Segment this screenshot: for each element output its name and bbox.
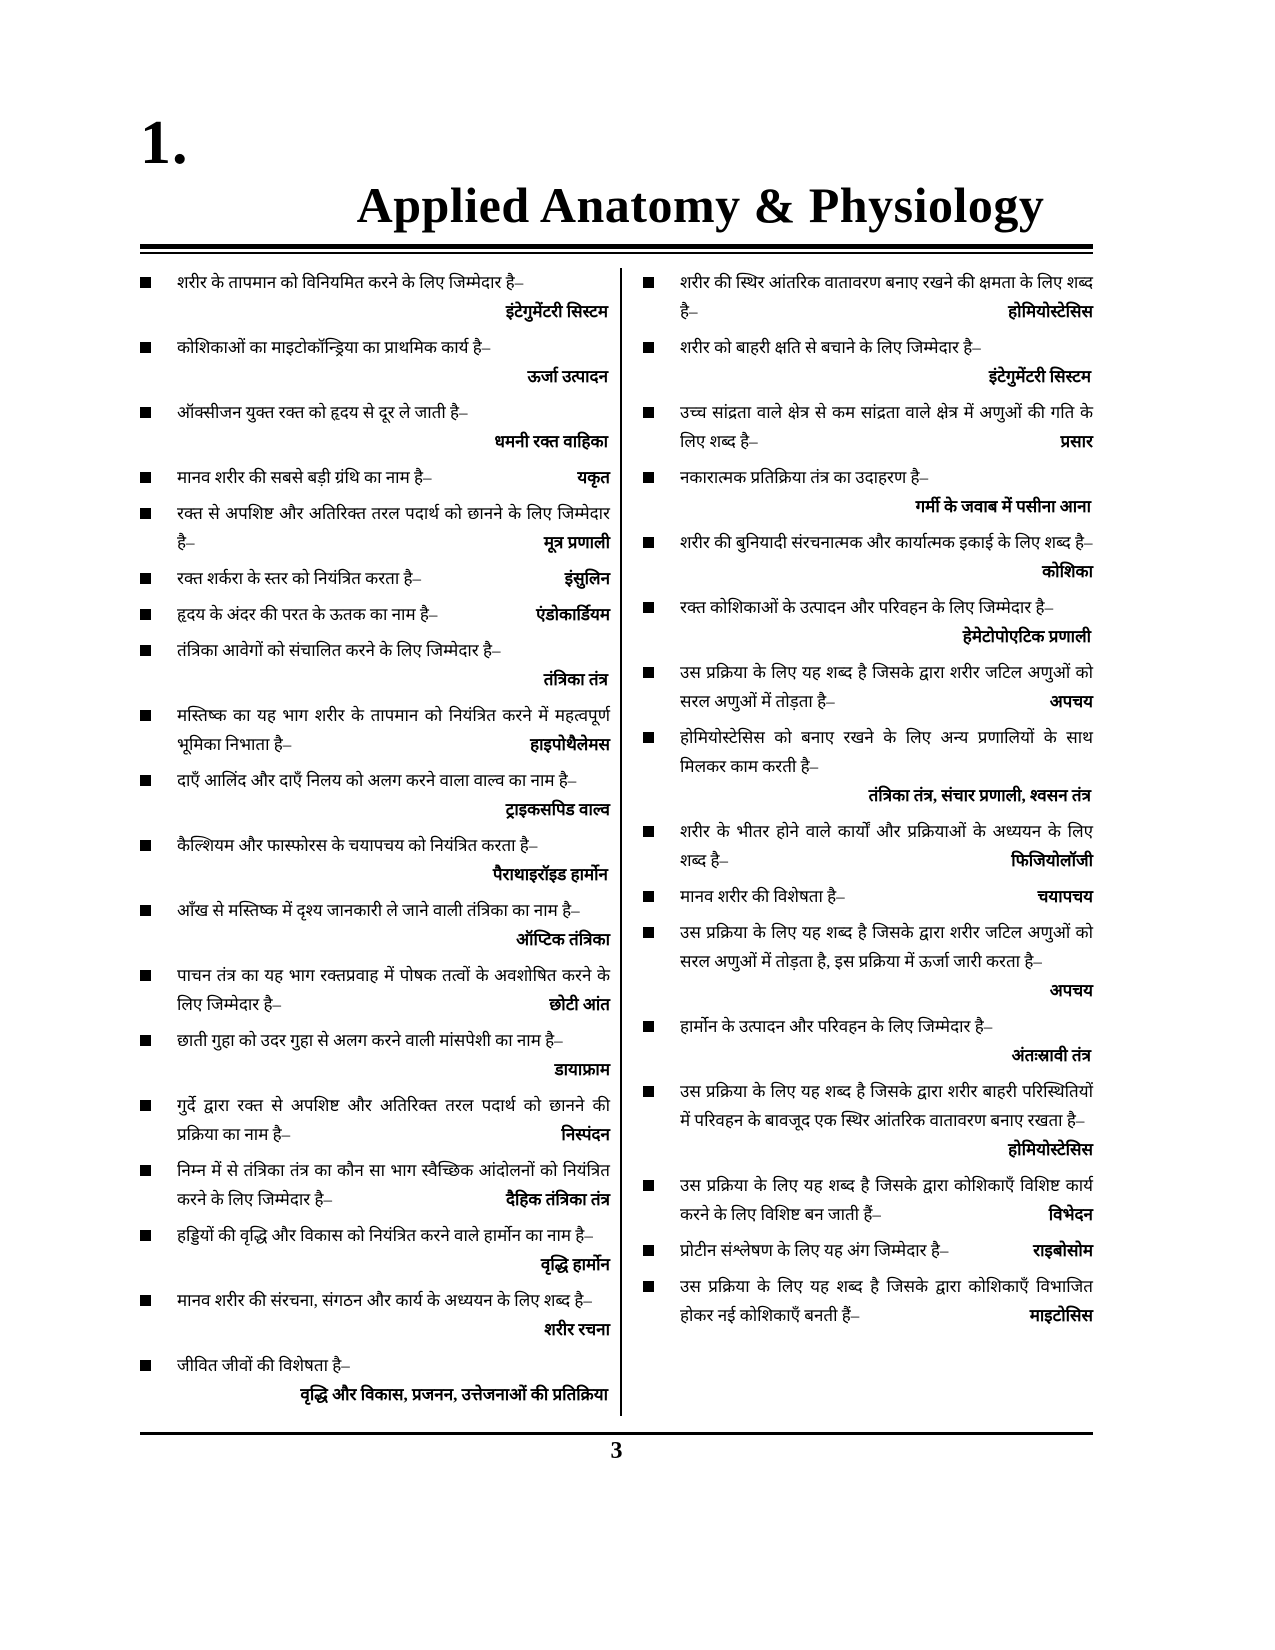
answer-text: इंसुलिन: [564, 569, 610, 588]
answer-text: छोटी आंत: [549, 995, 610, 1014]
qa-content: [680, 333, 1093, 391]
qa-item: [140, 1026, 610, 1084]
bullet-square-icon: [140, 840, 151, 851]
answer-text: चयापचय: [1037, 887, 1093, 906]
question-text: दाएँ आलिंद और दाएँ निलय को अलग करने वाला वाल्व का नाम है– ट्राइकसपिड वाल्व: [177, 766, 610, 824]
qa-item: [643, 463, 1093, 521]
bullet-square-icon: [140, 905, 151, 916]
qa-item: [140, 600, 610, 629]
qa-content: [177, 1091, 610, 1149]
qa-content: [680, 1272, 1093, 1330]
qa-content: [680, 882, 1093, 911]
question-text: शरीर के तापमान को विनियमित करने के लिए जिम्मेदार है–: [177, 273, 524, 292]
qa-content: [177, 1026, 610, 1084]
bullet-square-icon: [140, 1360, 151, 1371]
question-text: गुर्दे द्वारा रक्त से अपशिष्ट और अतिरिक्त तरल पदार्थ को छानने की प्रक्रिया का नाम है– निस्पंदन: [177, 1091, 610, 1149]
bullet-square-icon: [643, 537, 654, 548]
chapter-number: 1.: [140, 109, 189, 177]
bullet-square-icon: [643, 472, 654, 483]
answer-text: एंडोकार्डियम: [536, 605, 610, 624]
question-text: तंत्रिका आवेगों को संचालित करने के लिए जिम्मेदार है–: [177, 641, 501, 660]
qa-item: [140, 463, 610, 492]
bullet-square-icon: [140, 407, 151, 418]
title-divider-rule: [140, 244, 1093, 254]
bullet-square-icon: [140, 573, 151, 584]
qa-content: [177, 896, 610, 954]
question-text: शरीर की स्थिर आंतरिक वातावरण बनाए रखने की क्षमता के लिए शब्द है– होमियोस्टेसिस: [680, 268, 1093, 326]
bullet-square-icon: [140, 472, 151, 483]
qa-item: [643, 918, 1093, 1005]
qa-content: [177, 463, 610, 492]
answer-text: तंत्रिका तंत्र: [543, 670, 608, 689]
qa-content: [680, 1012, 1093, 1070]
qa-item: [643, 658, 1093, 716]
answer-text: अपचय: [1049, 692, 1093, 711]
bullet-square-icon: [643, 342, 654, 353]
qa-content: [177, 831, 610, 889]
qa-content: [680, 593, 1093, 651]
question-text: हार्मोन के उत्पादन और परिवहन के लिए जिम्मेदार है–: [680, 1017, 993, 1036]
answer-text: वृद्धि और विकास, प्रजनन, उत्तेजनाओं की प्रतिक्रिया: [300, 1385, 608, 1404]
qa-item: [140, 1091, 610, 1149]
qa-content: [177, 961, 610, 1019]
answer-text: ऊर्जा उत्पादन: [527, 367, 608, 386]
bullet-square-icon: [140, 710, 151, 721]
left-column: [140, 268, 610, 1416]
question-text: मानव शरीर की संरचना, संगठन और कार्य के अध्ययन के लिए शब्द है– शरीर रचना: [177, 1286, 610, 1344]
answer-text: मूत्र प्रणाली: [543, 533, 610, 552]
qa-content: [680, 463, 1093, 521]
question-text: उस प्रक्रिया के लिए यह शब्द है जिसके द्वारा कोशिकाएँ विभाजित होकर नई कोशिकाएँ बनती हैं– माइटोसिस: [680, 1272, 1093, 1330]
bullet-square-icon: [140, 645, 151, 656]
qa-item: [643, 1236, 1093, 1265]
question-text: जीवित जीवों की विशेषता है–: [177, 1356, 350, 1375]
bullet-square-icon: [643, 1281, 654, 1292]
question-text: उस प्रक्रिया के लिए यह शब्द है जिसके द्वारा शरीर बाहरी परिस्थितियों में परिवहन के बावजूद एक स्थिर आंतरिक वातावरण बनाए रखता है– होमियोस्टेसिस: [680, 1077, 1093, 1164]
question-text: रक्त शर्करा के स्तर को नियंत्रित करता है– इंसुलिन: [177, 564, 610, 593]
question-text: उच्च सांद्रता वाले क्षेत्र से कम सांद्रता वाले क्षेत्र में अणुओं की गति के लिए शब्द है– प्रसार: [680, 398, 1093, 456]
qa-content: [177, 564, 610, 593]
bullet-square-icon: [140, 1295, 151, 1306]
two-column-body: [140, 268, 1093, 1416]
qa-content: [680, 528, 1093, 586]
question-text: शरीर की बुनियादी संरचनात्मक और कार्यात्मक इकाई के लिए शब्द है– कोशिका: [680, 528, 1093, 586]
qa-item: [643, 1272, 1093, 1330]
answer-text: दैहिक तंत्रिका तंत्र: [505, 1190, 610, 1209]
answer-text: गर्मी के जवाब में पसीना आना: [915, 497, 1091, 516]
qa-item: [643, 1012, 1093, 1070]
qa-content: [177, 1221, 610, 1279]
qa-item: [140, 564, 610, 593]
question-text: ऑक्सीजन युक्त रक्त को हृदय से दूर ले जाती है–: [177, 403, 468, 422]
question-text: निम्न में से तंत्रिका तंत्र का कौन सा भाग स्वैच्छिक आंदोलनों को नियंत्रित करने के लिए जिम्मेदार है– दैहिक तंत्रिका तंत्र: [177, 1156, 610, 1214]
qa-item: [643, 528, 1093, 586]
bullet-square-icon: [140, 1100, 151, 1111]
qa-content: [177, 1286, 610, 1344]
answer-text: तंत्रिका तंत्र, संचार प्रणाली, श्वसन तंत्र: [868, 786, 1091, 805]
answer-text: कोशिका: [1042, 562, 1093, 581]
qa-content: [177, 398, 610, 456]
column-divider-rule: [620, 268, 622, 1416]
qa-item: [140, 398, 610, 456]
question-text: मानव शरीर की सबसे बड़ी ग्रंथि का नाम है– यकृत: [177, 463, 610, 492]
question-text: शरीर को बाहरी क्षति से बचाने के लिए जिम्मेदार है–: [680, 338, 981, 357]
qa-content: [177, 701, 610, 759]
answer-text: प्रसार: [1060, 432, 1093, 451]
question-text: हृदय के अंदर की परत के ऊतक का नाम है– एंडोकार्डियम: [177, 600, 610, 629]
bullet-square-icon: [643, 1245, 654, 1256]
qa-item: [643, 817, 1093, 875]
question-text: उस प्रक्रिया के लिए यह शब्द है जिसके द्वारा शरीर जटिल अणुओं को सरल अणुओं में तोड़ता है, इस प्रक्रिया में ऊर्जा जारी करता है– अपचय: [680, 918, 1093, 1005]
bullet-square-icon: [643, 1021, 654, 1032]
qa-content: [680, 268, 1093, 326]
question-text: छाती गुहा को उदर गुहा से अलग करने वाली मांसपेशी का नाम है– डायाफ्राम: [177, 1026, 610, 1084]
answer-text: माइटोसिस: [1029, 1306, 1093, 1325]
question-text: नकारात्मक प्रतिक्रिया तंत्र का उदाहरण है–: [680, 468, 929, 487]
question-text: रक्त से अपशिष्ट और अतिरिक्त तरल पदार्थ को छानने के लिए जिम्मेदार है– मूत्र प्रणाली: [177, 499, 610, 557]
page-number: 3: [610, 1438, 623, 1464]
qa-item: [140, 636, 610, 694]
bullet-square-icon: [140, 970, 151, 981]
bullet-square-icon: [140, 1165, 151, 1176]
bullet-square-icon: [643, 1086, 654, 1097]
qa-item: [643, 268, 1093, 326]
bullet-square-icon: [643, 891, 654, 902]
bullet-square-icon: [140, 1035, 151, 1046]
bullet-square-icon: [140, 508, 151, 519]
question-text: होमियोस्टेसिस को बनाए रखने के लिए अन्य प्रणालियों के साथ मिलकर काम करती है–: [680, 728, 1093, 776]
bullet-square-icon: [643, 667, 654, 678]
answer-text: वृद्धि हार्मोन: [540, 1255, 610, 1274]
qa-content: [177, 636, 610, 694]
qa-item: [140, 766, 610, 824]
qa-content: [177, 1156, 610, 1214]
question-text: पाचन तंत्र का यह भाग रक्तप्रवाह में पोषक तत्वों के अवशोषित करने के लिए जिम्मेदार है– छोटी आंत: [177, 961, 610, 1019]
qa-content: [680, 1077, 1093, 1164]
answer-text: विभेदन: [1048, 1205, 1093, 1224]
qa-item: [140, 499, 610, 557]
bullet-square-icon: [140, 277, 151, 288]
qa-item: [140, 961, 610, 1019]
qa-item: [643, 593, 1093, 651]
answer-text: ऑप्टिक तंत्रिका: [516, 930, 610, 949]
bullet-square-icon: [140, 775, 151, 786]
answer-text: इंटेगुमेंटरी सिस्टम: [988, 367, 1091, 386]
qa-item: [140, 1351, 610, 1409]
answer-text: होमियोस्टेसिस: [1008, 1140, 1093, 1159]
qa-content: [177, 1351, 610, 1409]
bullet-square-icon: [643, 826, 654, 837]
qa-content: [680, 1171, 1093, 1229]
bullet-square-icon: [643, 602, 654, 613]
question-text: आँख से मस्तिष्क में दृश्य जानकारी ले जाने वाली तंत्रिका का नाम है– ऑप्टिक तंत्रिका: [177, 896, 610, 954]
qa-item: [140, 701, 610, 759]
answer-text: होमियोस्टेसिस: [1008, 302, 1093, 321]
question-text: उस प्रक्रिया के लिए यह शब्द है जिसके द्वारा शरीर जटिल अणुओं को सरल अणुओं में तोड़ता है– अपचय: [680, 658, 1093, 716]
question-text: कैल्शियम और फास्फोरस के चयापचय को नियंत्रित करता है–: [177, 836, 538, 855]
qa-content: [680, 398, 1093, 456]
bullet-square-icon: [140, 609, 151, 620]
answer-text: अपचय: [1049, 981, 1093, 1000]
qa-item: [643, 333, 1093, 391]
question-text: हड्डियों की वृद्धि और विकास को नियंत्रित करने वाले हार्मोन का नाम है– वृद्धि हार्मोन: [177, 1221, 610, 1279]
answer-text: यकृत: [577, 468, 610, 487]
answer-text: डायाफ्राम: [554, 1060, 610, 1079]
answer-text: फिजियोलॉजी: [1011, 851, 1093, 870]
answer-text: इंटेगुमेंटरी सिस्टम: [505, 302, 608, 321]
qa-item: [140, 1221, 610, 1279]
answer-text: हाइपोथैलेमस: [530, 735, 610, 754]
bullet-square-icon: [643, 927, 654, 938]
answer-text: हेमेटोपोएटिक प्रणाली: [962, 627, 1091, 646]
answer-text: राइबोसोम: [1033, 1241, 1093, 1260]
question-text: कोशिकाओं का माइटोकॉन्ड्रिया का प्राथमिक कार्य है–: [177, 338, 491, 357]
question-text: प्रोटीन संश्लेषण के लिए यह अंग जिम्मेदार है– राइबोसोम: [680, 1236, 1093, 1265]
question-text: शरीर के भीतर होने वाले कार्यों और प्रक्रियाओं के अध्ययन के लिए शब्द है– फिजियोलॉजी: [680, 817, 1093, 875]
answer-text: पैराथाइरॉइड हार्मोन: [492, 865, 608, 884]
bullet-square-icon: [643, 732, 654, 743]
bullet-square-icon: [643, 407, 654, 418]
bullet-square-icon: [140, 1230, 151, 1241]
qa-item: [643, 882, 1093, 911]
bullet-square-icon: [140, 342, 151, 353]
qa-content: [177, 600, 610, 629]
question-text: उस प्रक्रिया के लिए यह शब्द है जिसके द्वारा कोशिकाएँ विशिष्ट कार्य करने के लिए विशिष्ट बन जाती हैं– विभेदन: [680, 1171, 1093, 1229]
qa-item: [140, 1156, 610, 1214]
answer-text: शरीर रचना: [544, 1320, 610, 1339]
qa-content: [177, 333, 610, 391]
answer-text: निस्पंदन: [561, 1125, 610, 1144]
qa-item: [140, 268, 610, 326]
footer-rule: [140, 1432, 1093, 1435]
question-text: मानव शरीर की विशेषता है– चयापचय: [680, 882, 1093, 911]
qa-content: [177, 499, 610, 557]
qa-item: [140, 1286, 610, 1344]
qa-content: [177, 268, 610, 326]
answer-text: अंतःस्रावी तंत्र: [1011, 1046, 1091, 1065]
bullet-square-icon: [643, 277, 654, 288]
question-text: रक्त कोशिकाओं के उत्पादन और परिवहन के लिए जिम्मेदार है–: [680, 598, 1054, 617]
qa-item: [140, 831, 610, 889]
right-column: [643, 268, 1093, 1416]
qa-item: [643, 398, 1093, 456]
question-text: मस्तिष्क का यह भाग शरीर के तापमान को नियंत्रित करने में महत्वपूर्ण भूमिका निभाता है– हाइपोथैलेमस: [177, 701, 610, 759]
qa-item: [643, 723, 1093, 810]
qa-content: [680, 918, 1093, 1005]
qa-item: [643, 1171, 1093, 1229]
qa-content: [680, 817, 1093, 875]
page-title: Applied Anatomy & Physiology: [356, 177, 1045, 233]
qa-content: [680, 1236, 1093, 1265]
qa-item: [643, 1077, 1093, 1164]
qa-content: [680, 723, 1093, 810]
answer-text: ट्राइकसपिड वाल्व: [505, 800, 610, 819]
qa-content: [680, 658, 1093, 716]
bullet-square-icon: [643, 1180, 654, 1191]
answer-text: धमनी रक्त वाहिका: [494, 432, 608, 451]
qa-item: [140, 896, 610, 954]
qa-item: [140, 333, 610, 391]
qa-content: [177, 766, 610, 824]
